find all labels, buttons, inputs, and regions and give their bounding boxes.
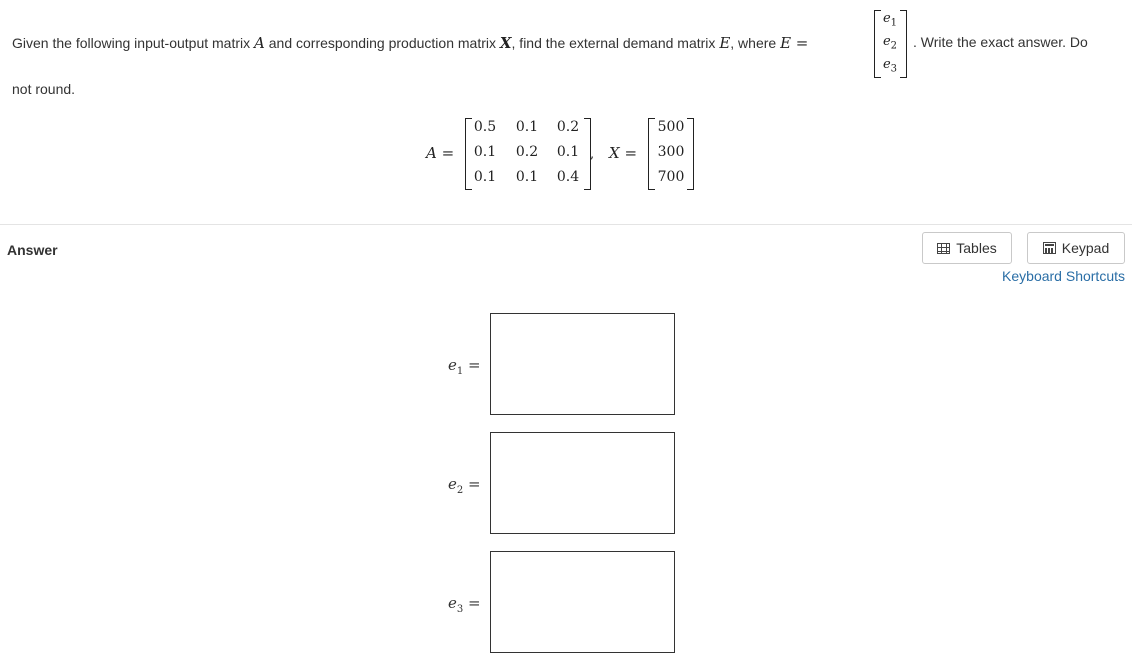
var-a: A: [254, 34, 265, 52]
matrix-separator: ,: [590, 147, 595, 162]
e1-input[interactable]: [490, 313, 675, 415]
matrix-a-cell: 0.2: [556, 119, 580, 135]
section-divider: [0, 224, 1132, 225]
e2-input[interactable]: [490, 432, 675, 534]
matrix-a-label: A =: [426, 144, 455, 162]
e2-label: $e_2$ =: [448, 475, 481, 496]
answer-label: Answer: [7, 242, 58, 258]
matrix-a-cell: 0.1: [515, 119, 539, 135]
question-text: [12, 34, 808, 52]
matrix-a-cell: 0.1: [473, 169, 497, 185]
tables-button[interactable]: [922, 232, 1012, 264]
e3-input[interactable]: [490, 551, 675, 653]
question-part5: . Write the exact answer. Do: [913, 34, 1088, 50]
matrix-a-cell: 0.2: [515, 144, 539, 160]
question-line2: not round.: [12, 81, 76, 97]
e3-label: $e_3$ =: [448, 594, 481, 615]
calculator-icon: [1043, 242, 1056, 254]
e-vector: [874, 7, 906, 77]
e-equals: E =: [780, 34, 809, 52]
e-vector-e1: $e_1$: [882, 11, 898, 29]
matrix-x-label: X =: [609, 144, 638, 162]
var-e: E: [719, 34, 731, 52]
e-vector-e3: $e_3$: [882, 57, 898, 75]
question-part3: , find the external demand matrix: [511, 35, 720, 51]
e1-label: $e_1$ =: [448, 356, 481, 377]
matrix-x-cell: 500: [657, 119, 685, 135]
e-vector-e2: $e_2$: [882, 34, 898, 52]
matrix-x-cell: 300: [657, 144, 685, 160]
matrix-a-cell: 0.1: [473, 144, 497, 160]
matrix-a-cell: 0.5: [473, 119, 497, 135]
question-part1: Given the following input-output matrix: [12, 35, 255, 51]
matrix-x-cell: 700: [657, 169, 685, 185]
keyboard-shortcuts-link[interactable]: Keyboard Shortcuts: [1002, 268, 1125, 284]
keypad-button[interactable]: [1027, 232, 1125, 264]
question-part2: and corresponding production matrix: [264, 35, 500, 51]
matrix-a-cell: 0.1: [556, 144, 580, 160]
matrix-a-cell: 0.4: [556, 169, 580, 185]
tables-button-label: Tables: [956, 240, 997, 256]
keypad-button-label: Keypad: [1061, 240, 1110, 256]
var-x: X: [499, 34, 512, 52]
table-grid-icon: [937, 243, 950, 254]
matrix-a-cell: 0.1: [515, 169, 539, 185]
question-part4: , where: [730, 35, 781, 51]
